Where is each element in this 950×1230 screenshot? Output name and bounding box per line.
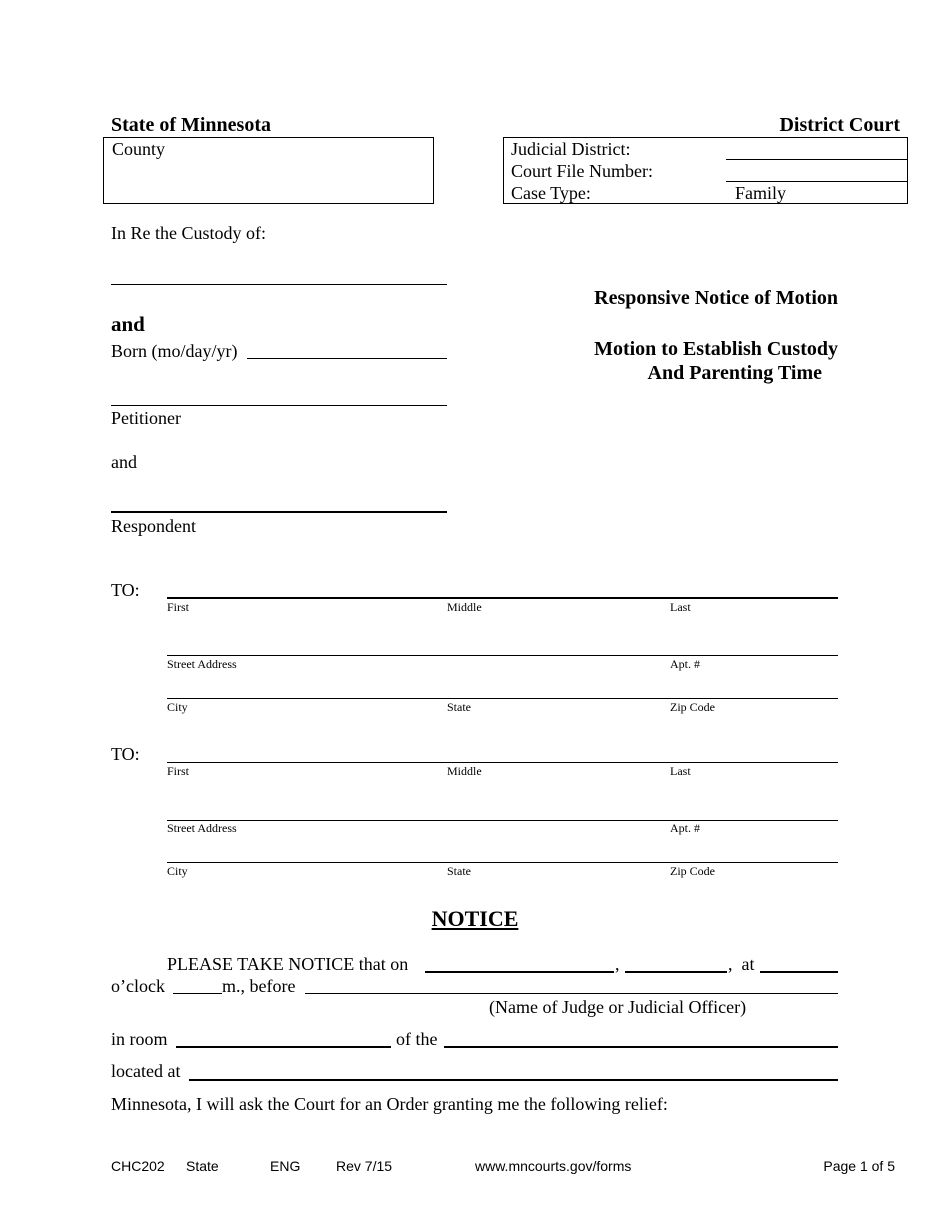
state-caption: State bbox=[447, 700, 471, 714]
middle-caption: Middle bbox=[447, 764, 482, 778]
state-caption: State bbox=[447, 864, 471, 878]
zip-caption: Zip Code bbox=[670, 700, 715, 714]
relief-text: Minnesota, I will ask the Court for an Order granting me the following relief: bbox=[111, 1094, 668, 1114]
to-name-field[interactable] bbox=[167, 762, 838, 763]
apt-caption: Apt. # bbox=[670, 821, 700, 835]
city-caption: City bbox=[167, 700, 188, 714]
first-caption: First bbox=[167, 764, 190, 778]
last-caption: Last bbox=[670, 600, 691, 614]
petitioner-label: Petitioner bbox=[111, 408, 181, 428]
footer-jurisdiction: State bbox=[186, 1158, 219, 1174]
birthdate-field[interactable] bbox=[247, 358, 447, 359]
born-label: Born (mo/day/yr) bbox=[111, 341, 238, 361]
judicial-district-label: Judicial District: bbox=[511, 139, 631, 159]
court-file-number-label: Court File Number: bbox=[511, 161, 653, 181]
street-caption: Street Address bbox=[167, 821, 237, 835]
and-bold-label: and bbox=[111, 312, 145, 336]
respondent-name-field[interactable] bbox=[111, 511, 447, 513]
hearing-year-field[interactable] bbox=[625, 971, 727, 973]
to-city-field[interactable] bbox=[167, 698, 838, 699]
county-label: County bbox=[112, 139, 166, 159]
hearing-date-field[interactable] bbox=[425, 971, 614, 973]
county-box[interactable] bbox=[103, 137, 434, 204]
footer-revision: Rev 7/15 bbox=[336, 1158, 393, 1174]
hearing-time-field[interactable] bbox=[760, 971, 838, 973]
case-type-label: Case Type: bbox=[511, 183, 591, 203]
petitioner-name-field[interactable] bbox=[111, 405, 447, 406]
title-line-3: And Parenting Time bbox=[647, 362, 822, 384]
am-pm-field[interactable] bbox=[173, 993, 222, 994]
at-text: , at bbox=[728, 954, 755, 974]
respondent-label: Respondent bbox=[111, 516, 196, 536]
footer-form-id: CHC202 bbox=[111, 1158, 165, 1174]
room-field[interactable] bbox=[176, 1046, 391, 1048]
title-line-1: Responsive Notice of Motion bbox=[594, 287, 838, 309]
judicial-district-field[interactable] bbox=[726, 159, 908, 160]
to-street-field[interactable] bbox=[167, 655, 838, 656]
located-at-text: located at bbox=[111, 1061, 181, 1081]
city-caption: City bbox=[167, 864, 188, 878]
zip-caption: Zip Code bbox=[670, 864, 715, 878]
in-room-text: in room bbox=[111, 1029, 168, 1049]
and-label: and bbox=[111, 452, 137, 472]
to-name-field[interactable] bbox=[167, 597, 838, 599]
take-notice-text: PLEASE TAKE NOTICE that on bbox=[167, 954, 409, 974]
date-comma: , bbox=[615, 954, 620, 974]
to-label: TO: bbox=[111, 744, 140, 764]
child-name-field[interactable] bbox=[111, 284, 447, 285]
location-field[interactable] bbox=[189, 1079, 838, 1081]
last-caption: Last bbox=[670, 764, 691, 778]
footer-url[interactable]: www.mncourts.gov/forms bbox=[475, 1158, 632, 1174]
footer-page: Page 1 of 5 bbox=[823, 1158, 895, 1174]
to-street-field[interactable] bbox=[167, 820, 838, 821]
street-caption: Street Address bbox=[167, 657, 237, 671]
notice-heading: NOTICE bbox=[431, 906, 519, 931]
court-heading: District Court bbox=[779, 114, 900, 136]
footer-language: ENG bbox=[270, 1158, 301, 1174]
in-re-label: In Re the Custody of: bbox=[111, 223, 266, 243]
case-type-value: Family bbox=[735, 183, 787, 203]
courthouse-field[interactable] bbox=[444, 1046, 838, 1048]
title-line-2: Motion to Establish Custody bbox=[594, 338, 838, 360]
middle-caption: Middle bbox=[447, 600, 482, 614]
to-city-field[interactable] bbox=[167, 862, 838, 863]
case-info-box bbox=[503, 137, 908, 204]
first-caption: First bbox=[167, 600, 190, 614]
judge-name-field[interactable] bbox=[305, 993, 838, 994]
m-before-text: m., before bbox=[222, 976, 296, 996]
judge-caption: (Name of Judge or Judicial Officer) bbox=[489, 997, 747, 1017]
to-label: TO: bbox=[111, 580, 140, 600]
oclock-text: o’clock bbox=[111, 976, 165, 996]
state-heading: State of Minnesota bbox=[111, 114, 271, 136]
of-the-text: of the bbox=[396, 1029, 438, 1049]
apt-caption: Apt. # bbox=[670, 657, 700, 671]
court-file-number-field[interactable] bbox=[726, 181, 908, 182]
